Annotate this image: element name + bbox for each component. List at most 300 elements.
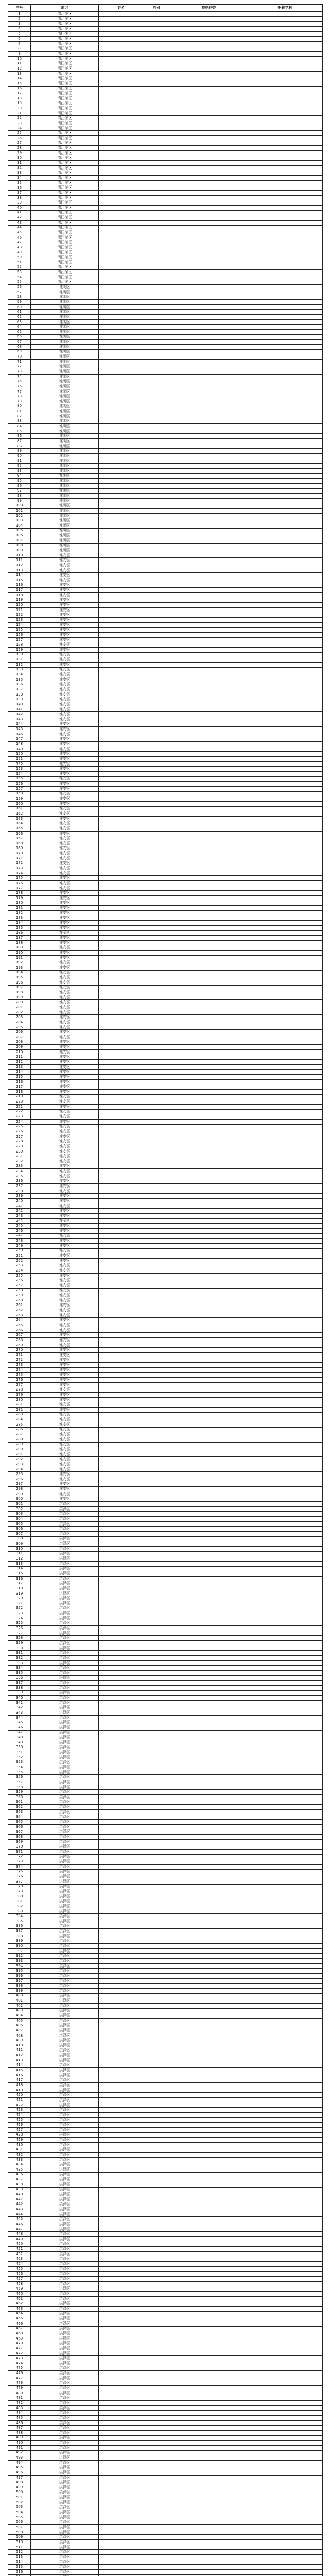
table-row [8,1462,323,1467]
cell-district: 清江浦区 [31,265,99,270]
cell-qualification [170,1969,248,1974]
cell-subject [248,791,323,796]
cell-name [99,2063,143,2068]
cell-subject [248,1189,323,1194]
table-row [8,1194,323,1199]
table-row [8,1283,323,1289]
cell-subject [248,404,323,409]
cell-district: 洪泽区 [31,2545,99,2550]
cell-subject [248,2162,323,2167]
cell-district: 淮安区 [31,836,99,841]
table-row [8,71,323,76]
cell-subject [248,2078,323,2083]
cell-district: 淮安区 [31,1000,99,1005]
cell-subject [248,2277,323,2282]
cell-qualification [170,1532,248,1537]
cell-gender [143,930,170,936]
cell-index: 459 [8,2286,31,2292]
cell-district: 淮安区 [31,985,99,990]
cell-district: 洪泽区 [31,2232,99,2237]
cell-subject [248,896,323,901]
cell-gender [143,2048,170,2053]
cell-index: 307 [8,1532,31,1537]
cell-qualification [170,419,248,424]
cell-district: 淮安区 [31,568,99,573]
cell-district: 淮安区 [31,717,99,722]
cell-district: 洪泽区 [31,2520,99,2525]
table-row [8,896,323,901]
table-row [8,310,323,315]
cell-qualification [170,776,248,782]
cell-index: 368 [8,1835,31,1840]
cell-qualification [170,1124,248,1129]
cell-subject [248,965,323,971]
cell-name [99,1442,143,1447]
cell-name [99,1835,143,1840]
cell-qualification [170,662,248,667]
cell-index: 58 [8,295,31,300]
cell-qualification [170,255,248,260]
cell-qualification [170,1998,248,2004]
cell-qualification [170,772,248,777]
cell-gender [143,1765,170,1770]
cell-name [99,1705,143,1710]
cell-gender [143,573,170,578]
cell-subject [248,1179,323,1184]
cell-qualification [170,1149,248,1154]
cell-district: 淮安区 [31,965,99,971]
cell-qualification [170,1079,248,1084]
cell-name [99,161,143,166]
cell-gender [143,141,170,146]
cell-subject [248,2257,323,2262]
cell-district: 淮安区 [31,1412,99,1417]
cell-subject [248,2475,323,2480]
table-row [8,2321,323,2326]
cell-index: 125 [8,628,31,633]
cell-index: 20 [8,106,31,111]
cell-gender [143,1730,170,1735]
cell-subject [248,2569,323,2574]
cell-index: 88 [8,444,31,449]
cell-name [99,2321,143,2326]
table-row [8,1681,323,1686]
cell-qualification [170,1214,248,1219]
cell-gender [143,424,170,429]
cell-gender [143,1253,170,1259]
cell-name [99,2108,143,2113]
table-row [8,1040,323,1045]
cell-subject [248,146,323,151]
cell-gender [143,275,170,280]
cell-qualification [170,657,248,663]
cell-subject [248,464,323,469]
cell-district: 清江浦区 [31,165,99,171]
cell-subject [248,1948,323,1954]
cell-gender [143,1835,170,1840]
cell-district: 清江浦区 [31,141,99,146]
cell-name [99,483,143,488]
cell-district: 淮安区 [31,1109,99,1114]
cell-gender [143,1472,170,1477]
cell-district: 清江浦区 [31,131,99,136]
cell-gender [143,185,170,191]
cell-subject [248,1924,323,1929]
cell-gender [143,2515,170,2520]
cell-subject [248,1685,323,1690]
cell-subject [248,2296,323,2301]
table-row [8,325,323,330]
cell-district: 洪泽区 [31,1815,99,1820]
cell-qualification [170,1427,248,1432]
cell-index: 91 [8,459,31,464]
cell-qualification [170,116,248,121]
cell-qualification [170,503,248,509]
table-row [8,379,323,384]
cell-qualification [170,2525,248,2530]
cell-index: 277 [8,1382,31,1387]
cell-district: 淮安区 [31,1090,99,1095]
cell-qualification [170,2391,248,2396]
cell-district: 洪泽区 [31,2525,99,2530]
cell-subject [248,2127,323,2132]
cell-qualification [170,1536,248,1541]
cell-index: 398 [8,1984,31,1989]
cell-district: 清江浦区 [31,185,99,191]
cell-name [99,2093,143,2098]
cell-index: 504 [8,2510,31,2515]
cell-qualification [170,2272,248,2277]
table-row [8,1372,323,1378]
cell-subject [248,1581,323,1586]
cell-index: 511 [8,2545,31,2550]
cell-district: 淮安区 [31,1422,99,1427]
cell-district: 淮安区 [31,786,99,791]
table-row [8,2266,323,2272]
cell-gender [143,1780,170,1785]
cell-gender [143,106,170,111]
table-row [8,578,323,583]
table-row [8,2251,323,2257]
cell-gender [143,1809,170,1815]
cell-index: 500 [8,2490,31,2495]
cell-qualification [170,1457,248,1462]
cell-index: 234 [8,1169,31,1174]
cell-index: 215 [8,1075,31,1080]
cell-district: 洪泽区 [31,1675,99,1681]
cell-qualification [170,2485,248,2490]
cell-name [99,727,143,732]
cell-qualification [170,1626,248,1631]
cell-qualification [170,66,248,72]
cell-district: 淮安区 [31,613,99,618]
cell-district: 洪泽区 [31,2257,99,2262]
cell-name [99,692,143,697]
table-row [8,2381,323,2386]
cell-name [99,940,143,945]
cell-name [99,2162,143,2167]
table-row [8,747,323,752]
cell-district: 洪泽区 [31,1621,99,1626]
cell-gender [143,980,170,985]
cell-index: 108 [8,543,31,548]
cell-qualification [170,1263,248,1268]
cell-name [99,1204,143,1209]
cell-index: 334 [8,1666,31,1671]
table-row [8,886,323,891]
table-row [8,191,323,196]
cell-district: 清江浦区 [31,191,99,196]
cell-name [99,921,143,926]
cell-index: 80 [8,404,31,409]
cell-subject [248,1010,323,1015]
cell-index: 175 [8,876,31,881]
cell-qualification [170,91,248,96]
cell-gender [143,618,170,623]
cell-name [99,2411,143,2416]
cell-qualification [170,826,248,832]
table-row [8,2068,323,2073]
cell-qualification [170,1199,248,1204]
cell-gender [143,782,170,787]
cell-district: 淮安区 [31,1064,99,1070]
cell-name [99,1864,143,1869]
cell-qualification [170,12,248,17]
cell-name [99,2266,143,2272]
table-row [8,752,323,757]
cell-subject [248,200,323,206]
cell-index: 25 [8,131,31,136]
cell-qualification [170,215,248,221]
cell-qualification [170,156,248,161]
cell-district: 洪泽区 [31,1660,99,1666]
cell-subject [248,2301,323,2307]
cell-district: 洪泽区 [31,1899,99,1904]
table-row [8,1298,323,1303]
cell-qualification [170,757,248,762]
cell-district: 洪泽区 [31,1636,99,1641]
cell-gender [143,354,170,360]
cell-index: 423 [8,2108,31,2113]
cell-subject [248,2272,323,2277]
cell-qualification [170,71,248,76]
cell-name [99,573,143,578]
cell-index: 474 [8,2361,31,2366]
cell-gender [143,2123,170,2128]
cell-qualification [170,1397,248,1402]
cell-name [99,846,143,851]
cell-district: 淮阴区 [31,548,99,553]
cell-gender [143,583,170,588]
cell-index: 340 [8,1696,31,1701]
cell-name [99,747,143,752]
cell-qualification [170,1472,248,1477]
cell-name [99,488,143,494]
cell-qualification [170,185,248,191]
cell-subject [248,1258,323,1263]
cell-name [99,916,143,921]
cell-qualification [170,2316,248,2321]
cell-qualification [170,1382,248,1387]
cell-subject [248,1372,323,1378]
cell-qualification [170,955,248,960]
cell-gender [143,1551,170,1556]
cell-district: 淮安区 [31,1298,99,1303]
cell-qualification [170,841,248,846]
table-row [8,2426,323,2431]
cell-index: 255 [8,1273,31,1278]
table-row [8,2470,323,2476]
table-row [8,304,323,310]
cell-subject [248,1954,323,1959]
cell-name [99,707,143,712]
cell-index: 275 [8,1372,31,1378]
cell-index: 391 [8,1948,31,1954]
cell-index: 220 [8,1099,31,1105]
cell-district: 清江浦区 [31,76,99,81]
table-row [8,1740,323,1745]
cell-subject [248,1606,323,1611]
table-row [8,1670,323,1675]
cell-subject [248,359,323,364]
cell-qualification [170,2430,248,2435]
cell-gender [143,1422,170,1427]
cell-district: 洪泽区 [31,1681,99,1686]
cell-subject [248,1969,323,1974]
cell-name [99,2366,143,2371]
cell-qualification [170,2013,248,2019]
cell-district: 淮安区 [31,876,99,881]
cell-index: 85 [8,429,31,434]
table-row [8,672,323,677]
cell-district: 淮安区 [31,1094,99,1099]
cell-subject [248,1690,323,1696]
cell-subject [248,727,323,732]
cell-district: 洪泽区 [31,1576,99,1581]
cell-index: 62 [8,315,31,320]
cell-name [99,325,143,330]
cell-district: 淮阴区 [31,330,99,335]
cell-name [99,816,143,821]
cell-subject [248,592,323,598]
cell-district: 洪泽区 [31,2331,99,2336]
cell-index: 33 [8,171,31,176]
cell-subject [248,583,323,588]
cell-name [99,801,143,806]
cell-name [99,1725,143,1731]
cell-index: 198 [8,990,31,995]
cell-qualification [170,1268,248,1274]
cell-index: 50 [8,255,31,260]
cell-district: 淮阴区 [31,528,99,533]
cell-gender [143,881,170,886]
cell-district: 淮安区 [31,1209,99,1214]
cell-gender [143,2053,170,2058]
cell-qualification [170,945,248,951]
cell-index: 32 [8,165,31,171]
cell-index: 437 [8,2177,31,2182]
cell-name [99,1690,143,1696]
table-row [8,2138,323,2143]
cell-subject [248,1720,323,1725]
cell-name [99,642,143,648]
cell-subject [248,1318,323,1323]
cell-district: 洪泽区 [31,2108,99,2113]
cell-subject [248,334,323,340]
table-row [8,717,323,722]
cell-district: 洪泽区 [31,2013,99,2019]
cell-name [99,245,143,250]
cell-gender [143,1084,170,1090]
cell-district: 淮安区 [31,1154,99,1159]
cell-district: 淮安区 [31,752,99,757]
cell-district: 淮安区 [31,607,99,613]
table-row [8,1382,323,1387]
cell-index: 136 [8,682,31,687]
cell-gender [143,1000,170,1005]
cell-district: 淮安区 [31,1348,99,1353]
table-row [8,434,323,439]
cell-gender [143,896,170,901]
cell-gender [143,1348,170,1353]
cell-gender [143,2266,170,2272]
cell-subject [248,816,323,821]
table-row [8,2356,323,2361]
cell-name [99,851,143,856]
cell-gender [143,2565,170,2570]
cell-gender [143,2316,170,2321]
cell-gender [143,628,170,633]
table-row [8,712,323,717]
cell-district: 淮阴区 [31,518,99,523]
cell-name [99,682,143,687]
cell-name [99,2123,143,2128]
cell-district: 淮安区 [31,583,99,588]
cell-qualification [170,2296,248,2301]
table-row [8,1134,323,1139]
cell-district: 洪泽区 [31,1670,99,1675]
cell-qualification [170,2251,248,2257]
cell-name [99,2192,143,2197]
cell-name [99,1189,143,1194]
cell-subject [248,836,323,841]
cell-subject [248,622,323,628]
cell-district: 淮安区 [31,1189,99,1194]
cell-name [99,399,143,404]
cell-index: 246 [8,1228,31,1233]
cell-qualification [170,1566,248,1571]
table-row [8,389,323,394]
cell-qualification [170,1914,248,1919]
cell-index: 469 [8,2336,31,2341]
cell-gender [143,1666,170,1671]
cell-qualification [170,1114,248,1120]
cell-qualification [170,980,248,985]
table-row [8,1243,323,1248]
cell-subject [248,1109,323,1114]
table-row [8,2565,323,2570]
cell-district: 洪泽区 [31,1978,99,1984]
cell-index: 300 [8,1497,31,1502]
cell-district: 清江浦区 [31,220,99,225]
cell-district: 淮安区 [31,1338,99,1343]
cell-district: 洪泽区 [31,1805,99,1810]
cell-name [99,1408,143,1413]
table-row [8,1432,323,1437]
cell-gender [143,1963,170,1969]
cell-name [99,1352,143,1358]
table-row [8,1532,323,1537]
